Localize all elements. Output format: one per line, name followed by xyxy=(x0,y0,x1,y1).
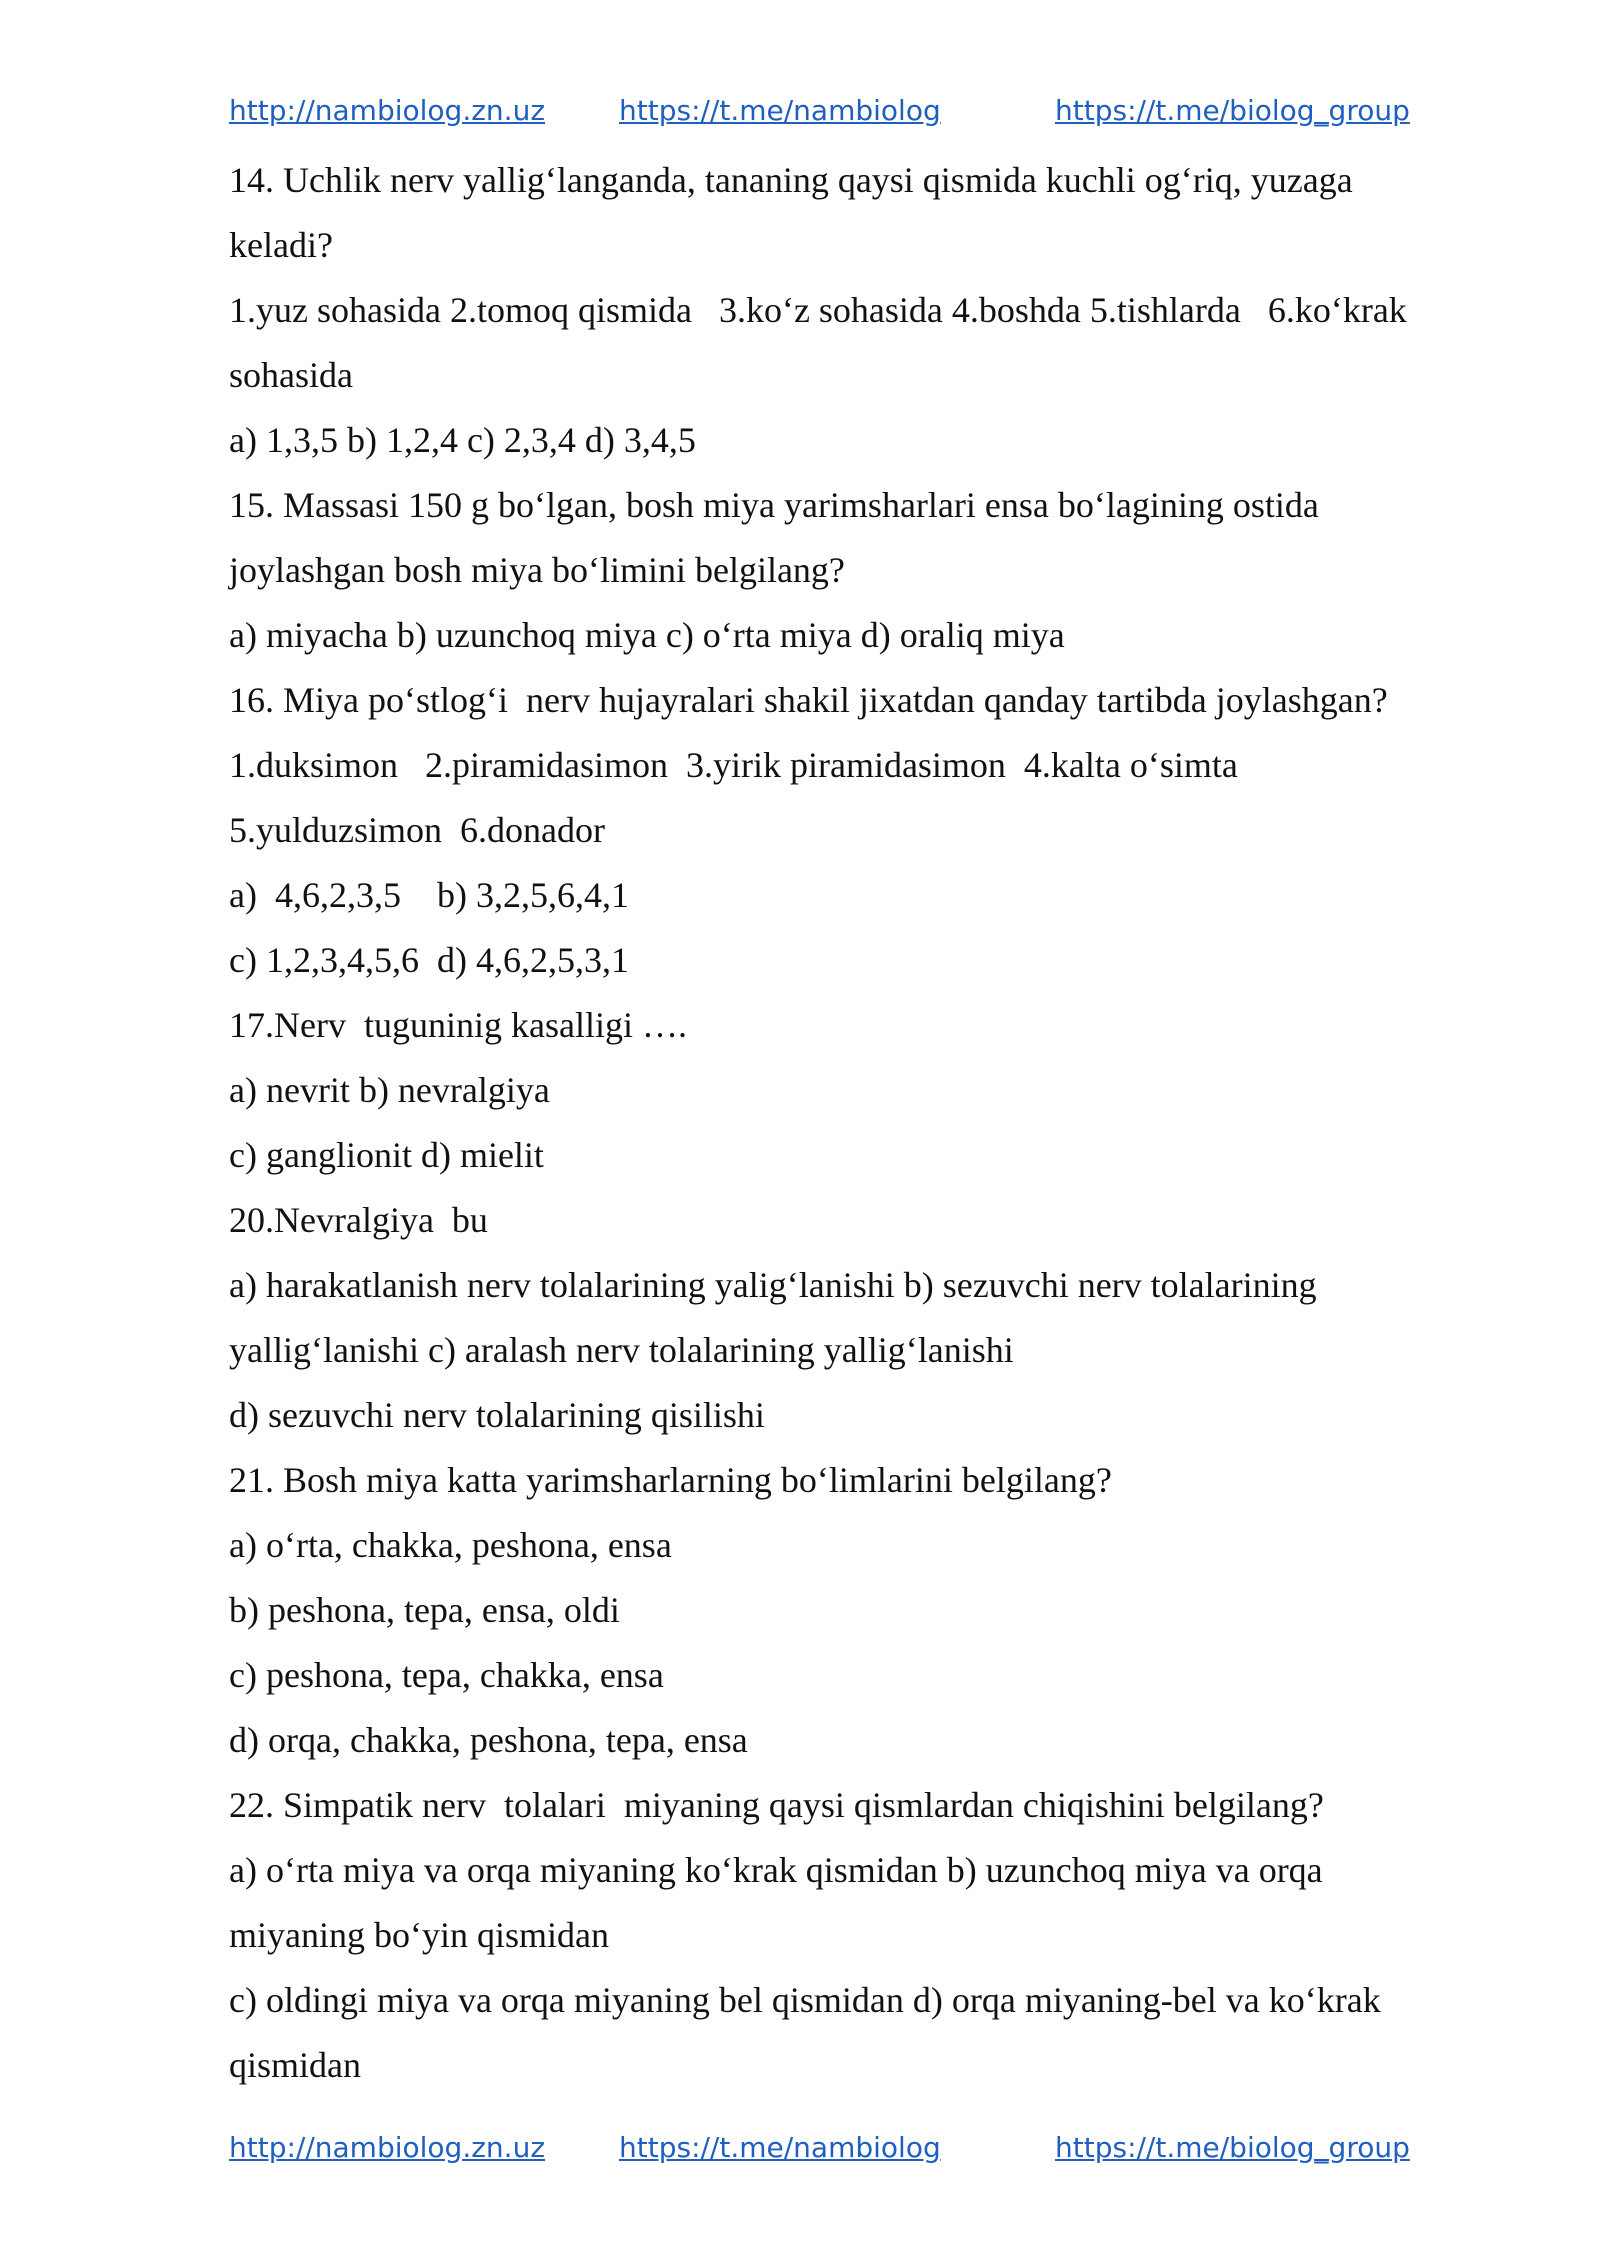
question-16-text: 16. Miya po‘stlog‘i nerv hujayralari shakil jixatdan qanday tartibda joylashgan? xyxy=(229,680,1388,720)
question-22-options-ab-cont: miyaning bo‘yin qismidan xyxy=(229,1915,609,1955)
footer-link-site[interactable]: http://nambiolog.zn.uz xyxy=(229,2131,546,2164)
question-16-options-ab: a) 4,6,2,3,5 b) 3,2,5,6,4,1 xyxy=(229,875,629,915)
document-body xyxy=(229,148,1479,2098)
question-17-options-ab: a) nevrit b) nevralgiya xyxy=(229,1070,550,1110)
question-20-options-cont: yallig‘lanishi c) aralash nerv tolalarining yallig‘lanishi xyxy=(229,1330,1014,1370)
header-link-telegram-group[interactable]: https://t.me/biolog_group xyxy=(1055,94,1410,127)
question-14-options: a) 1,3,5 b) 1,2,4 c) 2,3,4 d) 3,4,5 xyxy=(229,420,696,460)
question-16-items-cont: 5.yulduzsimon 6.donador xyxy=(229,810,605,850)
question-20-option-d: d) sezuvchi nerv tolalarining qisilishi xyxy=(229,1395,765,1435)
question-21-option-c: c) peshona, tepa, chakka, ensa xyxy=(229,1655,664,1695)
question-22-options-cd: c) oldingi miya va orqa miyaning bel qismidan d) orqa miyaning-bel va ko‘krak xyxy=(229,1980,1381,2020)
question-17-text: 17.Nerv tuguninig kasalligi …. xyxy=(229,1005,687,1045)
question-20-options: a) harakatlanish nerv tolalarining yalig‘lanishi b) sezuvchi nerv tolalarining xyxy=(229,1265,1317,1305)
question-21-option-a: a) o‘rta, chakka, peshona, ensa xyxy=(229,1525,672,1565)
question-17-options-cd: c) ganglionit d) mielit xyxy=(229,1135,544,1175)
footer-link-telegram-group[interactable]: https://t.me/biolog_group xyxy=(1055,2131,1410,2164)
page-header xyxy=(229,94,1409,134)
question-15-text: 15. Massasi 150 g bo‘lgan, bosh miya yarimsharlari ensa bo‘lagining ostida xyxy=(229,485,1319,525)
question-14-text: 14. Uchlik nerv yallig‘langanda, tananing qaysi qismida kuchli og‘riq, yuzaga xyxy=(229,160,1353,200)
question-14-items: 1.yuz sohasida 2.tomoq qismida 3.ko‘z sohasida 4.boshda 5.tishlarda 6.ko‘krak xyxy=(229,290,1407,330)
question-14-text-cont: keladi? xyxy=(229,225,333,265)
question-15-options: a) miyacha b) uzunchoq miya c) o‘rta miya d) oraliq miya xyxy=(229,615,1065,655)
question-22-text: 22. Simpatik nerv tolalari miyaning qaysi qismlardan chiqishini belgilang? xyxy=(229,1785,1324,1825)
question-20-text: 20.Nevralgiya bu xyxy=(229,1200,488,1240)
question-14-items-cont: sohasida xyxy=(229,355,353,395)
page-footer xyxy=(229,2131,1409,2171)
question-21-option-b: b) peshona, tepa, ensa, oldi xyxy=(229,1590,620,1630)
question-22-options-ab: a) o‘rta miya va orqa miyaning ko‘krak qismidan b) uzunchoq miya va orqa xyxy=(229,1850,1323,1890)
question-21-text: 21. Bosh miya katta yarimsharlarning bo‘limlarini belgilang? xyxy=(229,1460,1112,1500)
header-link-telegram[interactable]: https://t.me/nambiolog xyxy=(619,94,941,127)
footer-link-telegram[interactable]: https://t.me/nambiolog xyxy=(619,2131,941,2164)
question-22-options-cd-cont: qismidan xyxy=(229,2045,361,2085)
question-21-option-d: d) orqa, chakka, peshona, tepa, ensa xyxy=(229,1720,748,1760)
question-16-items: 1.duksimon 2.piramidasimon 3.yirik piramidasimon 4.kalta o‘simta xyxy=(229,745,1238,785)
header-link-site[interactable]: http://nambiolog.zn.uz xyxy=(229,94,546,127)
question-15-text-cont: joylashgan bosh miya bo‘limini belgilang? xyxy=(229,550,845,590)
question-16-options-cd: c) 1,2,3,4,5,6 d) 4,6,2,5,3,1 xyxy=(229,940,629,980)
